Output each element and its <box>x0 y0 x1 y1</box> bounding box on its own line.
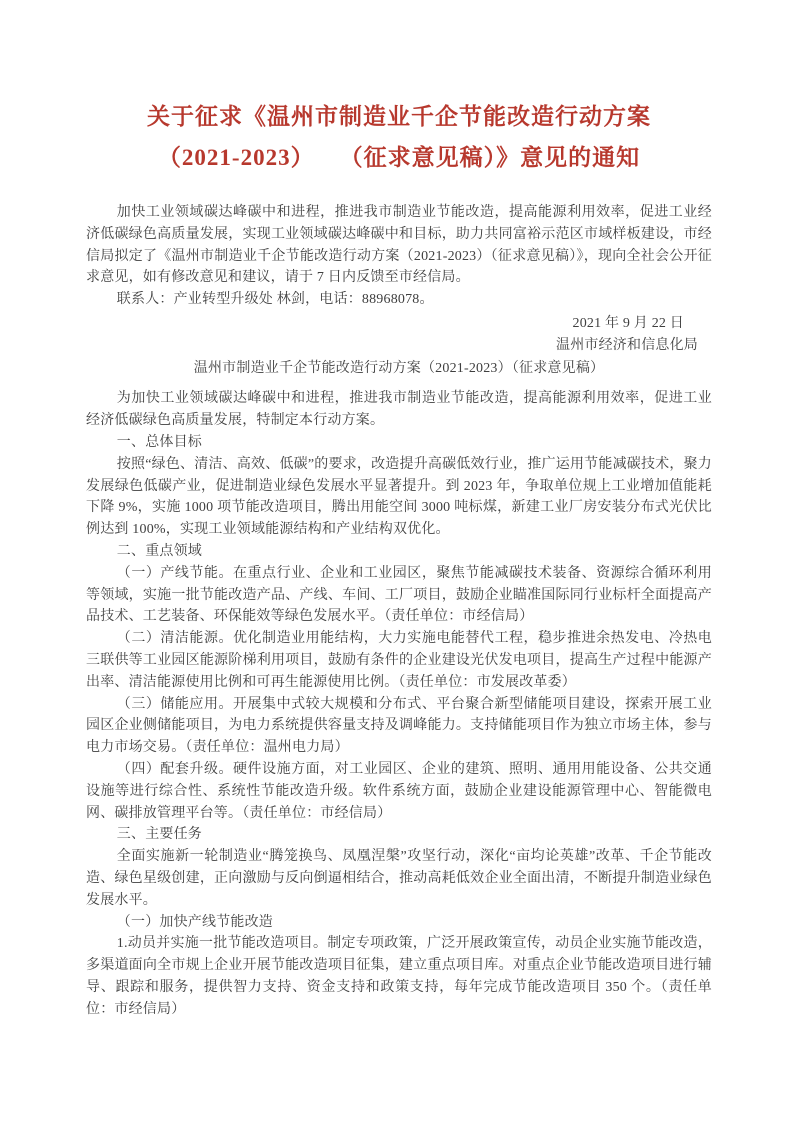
notice-intro-paragraph: 加快工业领域碳达峰碳中和进程，推进我市制造业节能改造，提高能源利用效率，促进工业经济低碳绿色高质量发展，实现工业领域碳达峰碳中和目标，助力共同富裕示范区市域样板建设，市经信局拟定了《温州市制造业千企节能改造行动方案（2021-2023）（征求意见稿）》，现向全社会公开征求意见，如有修改意见和建议，请于 7 日内反馈至市经信局。 <box>86 205 712 286</box>
task-1-body: 1.动员并实施一批节能改造项目。制定专项政策，广泛开展政策宣传，动员企业实施节能改造，多渠道面向全市规上企业开展节能改造项目征集，建立重点项目库。对重点企业节能改造项目进行辅导、跟踪和服务，提供智力支持、资金支持和政策支持，每年完成节能改造项目 350 个。（责任单位：市经信局） <box>86 936 712 1017</box>
notice-issuer: 温州市经济和信息化局 <box>556 337 698 353</box>
section-2-item: （四）配套升级。硬件设施方面，对工业园区、企业的建筑、照明、通用用能设备、公共交通设施等进行综合性、系统性节能改造升级。软件系统方面，鼓励企业建设能源管理中心、智能微电网、碳排放管理平台等。（责任单位：市经信局） <box>86 761 712 821</box>
section-3-body: 全面实施新一轮制造业“腾笼换鸟、凤凰涅槃”攻坚行动，深化“亩均论英雄”改革、千企节能改造、绿色星级创建，正向激励与反向倒逼相结合，推动高耗低效企业全面出清，不断提升制造业绿色发展水平。 <box>86 849 712 908</box>
section-2-heading: 二、重点领域 <box>116 543 202 559</box>
section-2-item: （二）清洁能源。优化制造业用能结构，大力实施电能替代工程，稳步推进余热发电、冷热电三联供等工业园区能源阶梯利用项目，鼓励有条件的企业建设光伏发电项目，提高生产过程中能源产出率、清洁能源使用比例和可再生能源使用比例。（责任单位：市发展改革委） <box>86 631 712 690</box>
notice-title-line1: 关于征求《温州市制造业千企节能改造行动方案 <box>147 104 651 129</box>
plan-title: 温州市制造业千企节能改造行动方案（2021-2023）（征求意见稿） <box>193 360 605 376</box>
task-1-heading: （一）加快产线节能改造 <box>116 914 273 930</box>
contact-line: 联系人：产业转型升级处 林剑，电话：88968078。 <box>116 292 434 308</box>
notice-title-line2: （2021-2023） （征求意见稿）》意见的通知 <box>157 145 641 170</box>
section-3-heading: 三、主要任务 <box>116 827 202 843</box>
section-1-heading: 一、总体目标 <box>116 434 202 450</box>
plan-preamble: 为加快工业领域碳达峰碳中和进程，推进我市制造业节能改造，提高能源利用效率，促进工业经济低碳绿色高质量发展，特制定本行动方案。 <box>86 391 712 429</box>
notice-date: 2021 年 9 月 22 日 <box>572 315 684 331</box>
section-1-body: 按照“绿色、清洁、高效、低碳”的要求，改造提升高碳低效行业，推广运用节能减碳技术，聚力发展绿色低碳产业，促进制造业绿色发展水平显著提升。到 2023 年，争取单位规上工业增加值能耗下降 9%，实施 1000 项节能改造项目，腾出用能空间 3000 吨标煤，新建工业厂房安装分布式光伏比例达到 100%，实现工业领域能源结构和产业结构双优化。 <box>86 456 712 538</box>
section-2-item: （三）储能应用。开展集中式较大规模和分布式、平台聚合新型储能项目建设，探索开展工业园区企业侧储能项目，为电力系统提供容量支持及调峰能力。支持储能项目作为独立市场主体，参与电力市场交易。（责任单位：温州电力局） <box>86 696 712 756</box>
document-body <box>86 202 712 1020</box>
section-2-item: （一）产线节能。在重点行业、企业和工业园区，聚焦节能减碳技术装备、资源综合循环利用等领域，实施一批节能改造产品、产线、车间、工厂项目，鼓励企业瞄准国际同行业标杆全面提高产品技术、工艺装备、环保能效等绿色发展水平。（责任单位：市经信局） <box>86 565 712 625</box>
notice-title <box>86 96 712 178</box>
